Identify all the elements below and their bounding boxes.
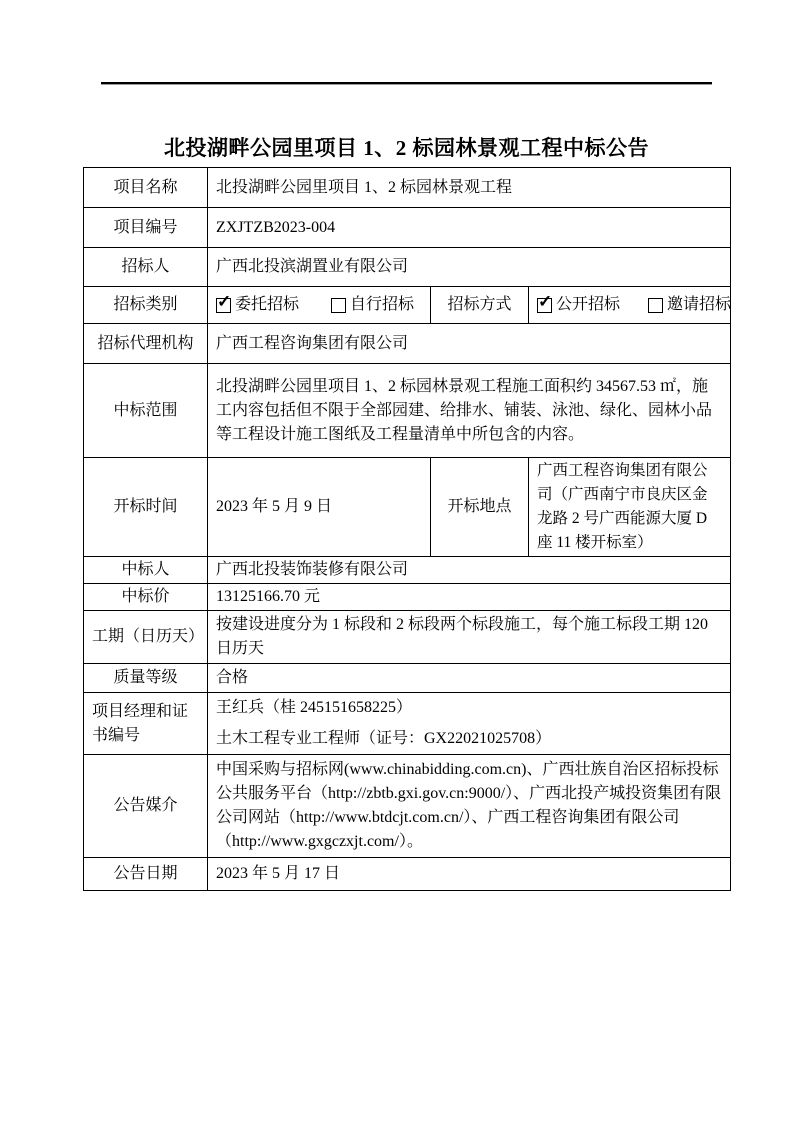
row-date	[84, 858, 731, 891]
label-project-name: 项目名称	[84, 168, 208, 208]
label-manager: 项目经理和证书编号	[84, 693, 208, 755]
tender-method-options	[529, 287, 731, 324]
option-label: 委托招标	[235, 296, 300, 313]
option-invited-tender	[648, 293, 731, 317]
option-label: 邀请招标	[667, 296, 732, 313]
label-scope: 中标范围	[84, 364, 208, 458]
row-duration	[84, 611, 731, 664]
row-media	[84, 755, 731, 858]
value-agency: 广西工程咨询集团有限公司	[208, 324, 731, 364]
label-opening-place: 开标地点	[431, 458, 529, 557]
checkbox-unchecked-icon	[331, 298, 346, 313]
checkbox-checked-icon	[216, 298, 231, 313]
row-project-name	[84, 168, 731, 208]
row-tenderer	[84, 248, 731, 287]
row-manager	[84, 693, 731, 755]
option-open-tender	[537, 293, 620, 317]
value-duration: 按建设进度分为 1 标段和 2 标段两个标段施工，每个施工标段工期 120 日历天	[208, 611, 731, 664]
value-media: 中国采购与招标网(www.chinabidding.com.cn)、广西壮族自治区招标投标公共服务平台（http://zbtb.gxi.gov.cn:9000/）、广西北投产城投资集团有限公司网站（http://www.btdcjt.com.cn/）、广西工程咨询集团有限公司（http://www.gxgczxjt.com/）。	[208, 755, 731, 858]
label-date: 公告日期	[84, 858, 208, 891]
row-scope	[84, 364, 731, 458]
value-quality: 合格	[208, 664, 731, 693]
value-opening-place: 广西工程咨询集团有限公司（广西南宁市良庆区金龙路 2 号广西能源大厦 D 座 11 楼开标室）	[529, 458, 731, 557]
value-tenderer: 广西北投滨湖置业有限公司	[208, 248, 731, 287]
row-tender-category	[84, 287, 731, 324]
label-tender-method: 招标方式	[431, 287, 529, 324]
label-opening-time: 开标时间	[84, 458, 208, 557]
option-self-tender	[331, 293, 414, 317]
label-price: 中标价	[84, 584, 208, 611]
label-media: 公告媒介	[84, 755, 208, 858]
label-tender-category: 招标类别	[84, 287, 208, 324]
row-project-no	[84, 208, 731, 248]
page-title: 北投湖畔公园里项目 1、2 标园林景观工程中标公告	[164, 136, 649, 160]
manager-name-line: 王红兵（桂 245151658225）	[216, 699, 413, 716]
tender-category-options	[208, 287, 431, 324]
label-duration: 工期（日历天）	[84, 611, 208, 664]
announcement-table	[83, 167, 731, 891]
value-scope: 北投湖畔公园里项目 1、2 标园林景观工程施工面积约 34567.53 ㎡，施工内容包括但不限于全部园建、给排水、铺装、泳池、绿化、园林小品等工程设计施工图纸及工程量清单中所包含的内容。	[208, 364, 731, 458]
row-quality	[84, 664, 731, 693]
header-rule	[101, 82, 712, 85]
label-winner: 中标人	[84, 557, 208, 584]
value-date: 2023 年 5 月 17 日	[208, 858, 731, 891]
value-winner: 广西北投装饰装修有限公司	[208, 557, 731, 584]
value-project-name: 北投湖畔公园里项目 1、2 标园林景观工程	[208, 168, 731, 208]
option-entrusted-tender	[216, 293, 299, 317]
label-project-no: 项目编号	[84, 208, 208, 248]
option-label: 公开招标	[556, 296, 621, 313]
checkbox-unchecked-icon	[648, 298, 663, 313]
manager-cert-line: 土木工程专业工程师（证号：GX22021025708）	[216, 730, 552, 747]
value-price: 13125166.70 元	[208, 584, 731, 611]
row-agency	[84, 324, 731, 364]
value-project-no: ZXJTZB2023-004	[208, 208, 731, 248]
label-quality: 质量等级	[84, 664, 208, 693]
row-price	[84, 584, 731, 611]
row-winner	[84, 557, 731, 584]
label-agency: 招标代理机构	[84, 324, 208, 364]
value-manager	[208, 693, 731, 755]
row-opening	[84, 458, 731, 557]
option-label: 自行招标	[350, 296, 415, 313]
value-opening-time: 2023 年 5 月 9 日	[208, 458, 431, 557]
checkbox-checked-icon	[537, 298, 552, 313]
label-tenderer: 招标人	[84, 248, 208, 287]
